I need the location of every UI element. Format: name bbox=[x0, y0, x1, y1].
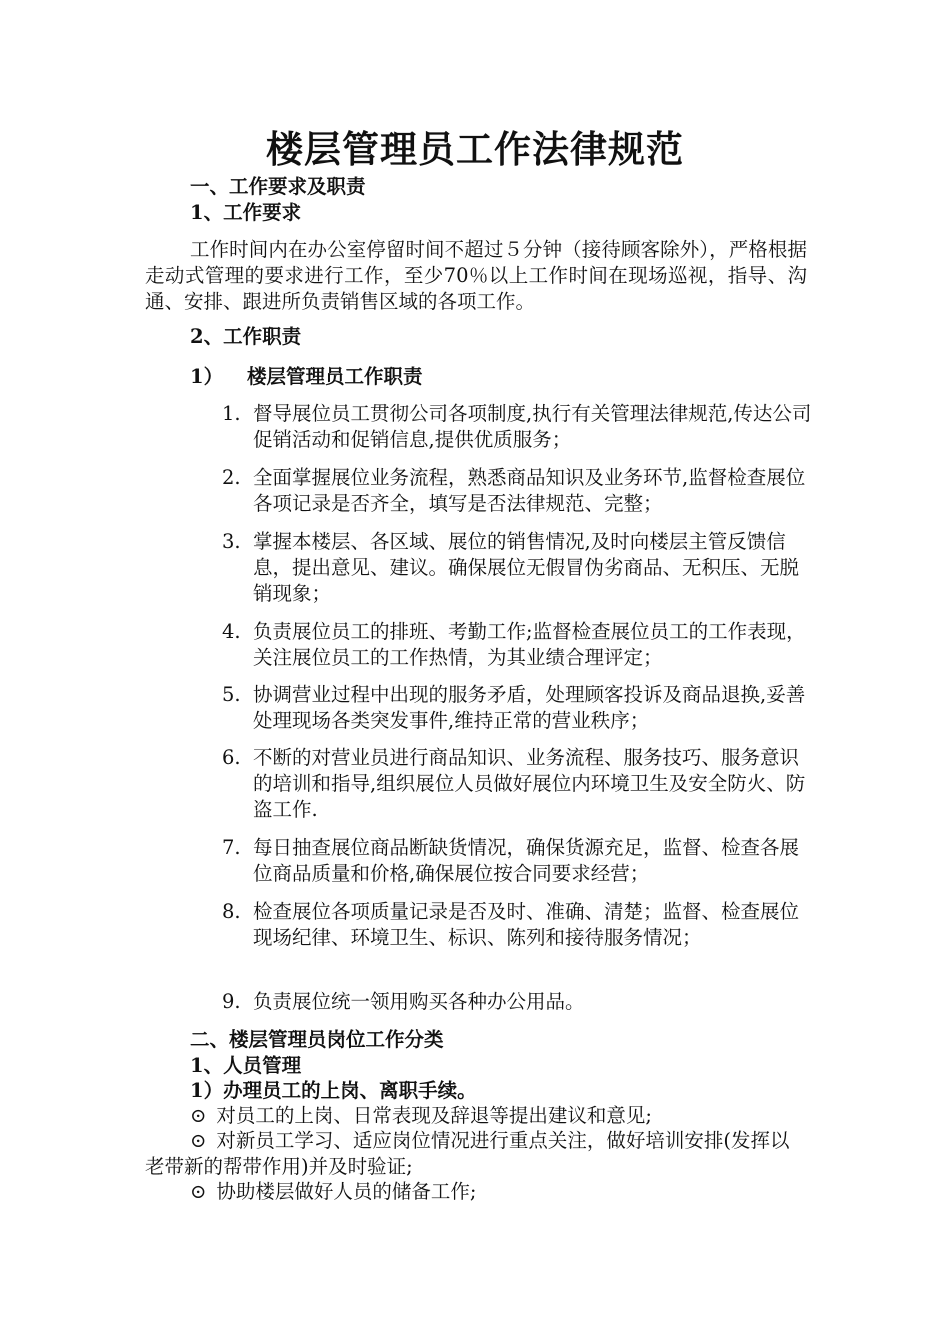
bullet-icon: ⊙ bbox=[190, 1104, 207, 1127]
duty-item-number: 3. bbox=[222, 530, 241, 553]
duties-subheading-number: 1） bbox=[190, 365, 224, 388]
duty-list-item bbox=[222, 619, 822, 671]
duties-subheading bbox=[190, 364, 423, 390]
duties-subheading-text: 楼层管理员工作职责 bbox=[247, 365, 423, 388]
bullet-icon: ⊙ bbox=[190, 1180, 207, 1203]
duty-item-text: 不断的对营业员进行商品知识、业务流程、服务技巧、服务意识的培训和指导,组织展位人员做好展位内环境卫生及安全防火、防盗工作. bbox=[253, 746, 806, 821]
duty-list-item bbox=[222, 835, 822, 887]
duty-item-text: 全面掌握展位业务流程，熟悉商品知识及业务环节,监督检查展位各项记录是否齐全，填写是否法律规范、完整； bbox=[253, 466, 806, 515]
bullet-text: 协助楼层做好人员的储备工作; bbox=[216, 1180, 477, 1203]
section2-sub1-heading: 1、人员管理 bbox=[190, 1054, 302, 1077]
duty-item-text: 督导展位员工贯彻公司各项制度,执行有关管理法律规范,传达公司促销活动和促销信息,提供优质服务； bbox=[253, 402, 812, 451]
duty-list-item bbox=[222, 465, 822, 517]
duty-item-text: 负责展位员工的排班、考勤工作;监督检查展位员工的工作表现，关注展位员工的工作热情，为其业绩合理评定； bbox=[253, 620, 806, 669]
bullet-item bbox=[145, 1179, 807, 1205]
duty-list-item bbox=[222, 745, 822, 823]
duty-item-number: 8. bbox=[222, 900, 241, 923]
bullet-text: 对员工的上岗、日常表现及辞退等提出建议和意见; bbox=[216, 1104, 652, 1127]
duty-item-number: 2. bbox=[222, 466, 241, 489]
section1-sub1-heading: 1、工作要求 bbox=[190, 201, 302, 224]
duty-item-number: 5. bbox=[222, 683, 241, 706]
duty-item-text: 每日抽查展位商品断缺货情况，确保货源充足，监督、检查各展位商品质量和价格,确保展位按合同要求经营； bbox=[253, 836, 800, 885]
bullet-item bbox=[145, 1128, 807, 1180]
section1-heading: 一、工作要求及职责 bbox=[190, 175, 366, 198]
duty-item-text: 协调营业过程中出现的服务矛盾，处理顾客投诉及商品退换,妥善处理现场各类突发事件,维持正常的营业秩序； bbox=[253, 683, 806, 732]
duty-list-item bbox=[222, 989, 822, 1015]
work-requirement-paragraph: 工作时间内在办公室停留时间不超过５分钟（接待顾客除外），严格根据走动式管理的要求进行工作，至少70％以上工作时间在现场巡视，指导、沟通、安排、跟进所负责销售区域的各项工作。 bbox=[145, 238, 807, 313]
duty-item-text: 检查展位各项质量记录是否及时、准确、清楚；监督、检查展位现场纪律、环境卫生、标识、陈列和接待服务情况； bbox=[253, 900, 800, 949]
duty-item-text: 负责展位统一领用购买各种办公用品。 bbox=[253, 990, 585, 1013]
duty-item-number: 6. bbox=[222, 746, 241, 769]
duty-item-number: 9. bbox=[222, 990, 241, 1013]
bullet-text: 对新员工学习、适应岗位情况进行重点关注，做好培训安排(发挥以老带新的帮带作用)并及时验证; bbox=[145, 1129, 790, 1178]
duty-list-item bbox=[222, 529, 822, 607]
duty-item-text: 掌握本楼层、各区域、展位的销售情况,及时向楼层主管反馈信息，提出意见、建议。确保展位无假冒伪劣商品、无积压、无脱销现象； bbox=[253, 530, 800, 605]
document-title: 楼层管理员工作法律规范 bbox=[266, 127, 684, 171]
section1-sub2-heading: 2、工作职责 bbox=[190, 325, 302, 348]
duty-item-number: 4. bbox=[222, 620, 241, 643]
bullet-item bbox=[145, 1103, 807, 1129]
section2-subsub-heading: 1）办理员工的上岗、离职手续。 bbox=[190, 1079, 477, 1102]
duty-list-item bbox=[222, 899, 822, 951]
duty-item-number: 7. bbox=[222, 836, 241, 859]
duty-list-item bbox=[222, 401, 822, 453]
section2-heading: 二、楼层管理员岗位工作分类 bbox=[190, 1028, 444, 1051]
bullet-icon: ⊙ bbox=[190, 1129, 207, 1152]
duty-list-item bbox=[222, 682, 822, 734]
duty-item-number: 1. bbox=[222, 402, 241, 425]
